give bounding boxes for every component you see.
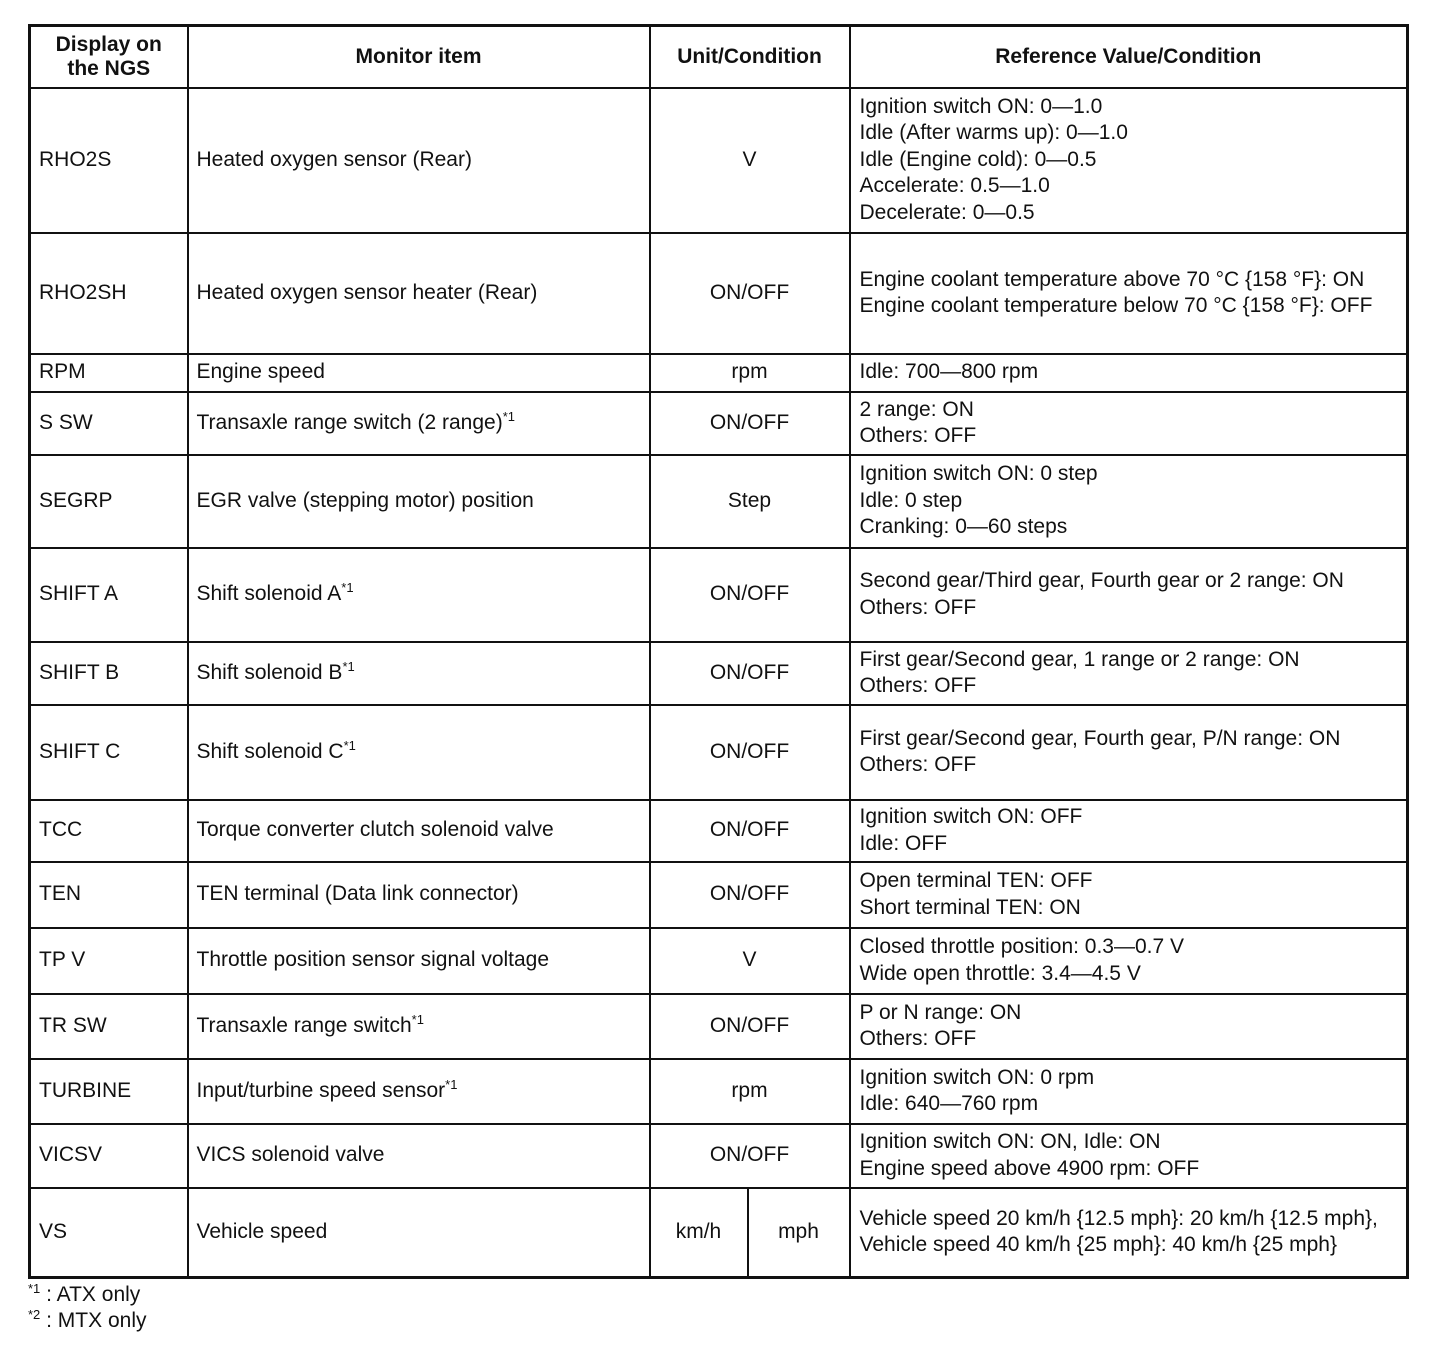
header-unit: Unit/Condition [650, 26, 850, 88]
reference-cell: Closed throttle position: 0.3—0.7 V Wide open throttle: 3.4—4.5 V [850, 928, 1408, 994]
footnote-mark: *1 [411, 1011, 424, 1027]
footnote-mark: *1 [502, 408, 515, 424]
reference-cell: 2 range: ON Others: OFF [850, 392, 1408, 455]
reference-cell: Ignition switch ON: 0 rpm Idle: 640—760 rpm [850, 1059, 1408, 1124]
footnote: $^{*1}$ : ATX only [28, 1281, 141, 1306]
unit-cell: ON/OFF [650, 233, 850, 354]
monitor-item-cell [188, 1059, 650, 1124]
table-row [30, 994, 1408, 1059]
monitor-item-text: Throttle position sensor signal voltage [196, 948, 550, 972]
unit-cell: ON/OFF [650, 862, 850, 928]
header-display: Display on the NGS [30, 26, 188, 88]
footnote-mark: *1 [341, 580, 354, 596]
unit-cell: rpm [650, 354, 850, 392]
reference-cell: Vehicle speed 20 km/h {12.5 mph}: 20 km/h {12.5 mph}, Vehicle speed 40 km/h {25 mph}: 40 km/h {25 mph} [850, 1188, 1408, 1278]
unit-cell: V [650, 928, 850, 994]
reference-cell: First gear/Second gear, 1 range or 2 range: ON Others: OFF [850, 642, 1408, 705]
header-reference: Reference Value/Condition [850, 26, 1408, 88]
monitor-item-text: Input/turbine speed sensor [196, 1078, 446, 1102]
unit-cell: ON/OFF [650, 392, 850, 455]
reference-cell: Open terminal TEN: OFF Short terminal TEN: ON [850, 862, 1408, 928]
table-row [30, 88, 1408, 233]
display-cell: TCC [30, 800, 188, 862]
monitor-item-cell [188, 862, 650, 928]
unit-cell: rpm [650, 1059, 850, 1124]
unit-cell: mph [748, 1188, 850, 1278]
display-cell: TP V [30, 928, 188, 994]
display-cell: VS [30, 1188, 188, 1278]
monitor-item-text: VICS solenoid valve [196, 1143, 385, 1167]
display-cell: TR SW [30, 994, 188, 1059]
reference-cell: Idle: 700—800 rpm [850, 354, 1408, 392]
monitor-item-text: Torque converter clutch solenoid valve [196, 818, 554, 842]
monitor-item-cell [188, 642, 650, 705]
display-cell: RHO2S [30, 88, 188, 233]
monitor-item-text: Shift solenoid C [196, 739, 344, 763]
monitor-item-text: Transaxle range switch [196, 1013, 412, 1037]
table-row [30, 233, 1408, 354]
footnote-mark: *1 [342, 658, 355, 674]
unit-cell: km/h [650, 1188, 748, 1278]
unit-cell: ON/OFF [650, 1124, 850, 1188]
monitor-item-cell [188, 705, 650, 800]
reference-cell: Second gear/Third gear, Fourth gear or 2 range: ON Others: OFF [850, 548, 1408, 642]
monitor-item-cell [188, 233, 650, 354]
footnotes [28, 1282, 147, 1334]
monitor-item-text: Vehicle speed [196, 1220, 328, 1243]
table-row [30, 928, 1408, 994]
monitor-item-text: Shift solenoid A [196, 582, 342, 606]
monitor-item-text: Engine speed [196, 360, 325, 384]
display-cell: RPM [30, 354, 188, 392]
table-row [30, 800, 1408, 862]
table-row [30, 705, 1408, 800]
table-row [30, 862, 1408, 928]
monitor-item-table [28, 24, 1409, 1279]
monitor-item-text: Shift solenoid B [196, 660, 343, 684]
monitor-item-cell [188, 1124, 650, 1188]
table-row [30, 548, 1408, 642]
monitor-item-cell [188, 548, 650, 642]
monitor-item-cell [188, 88, 650, 233]
monitor-item-text: Heated oxygen sensor (Rear) [196, 147, 472, 171]
monitor-item-cell [188, 455, 650, 548]
table-row [30, 1188, 1408, 1278]
display-cell: SHIFT C [30, 705, 188, 800]
unit-cell: ON/OFF [650, 642, 850, 705]
display-cell: SHIFT B [30, 642, 188, 705]
unit-cell: ON/OFF [650, 800, 850, 862]
table-row [30, 1124, 1408, 1188]
unit-cell: ON/OFF [650, 705, 850, 800]
unit-cell: V [650, 88, 850, 233]
display-cell: SEGRP [30, 455, 188, 548]
display-cell: S SW [30, 392, 188, 455]
reference-cell: Engine coolant temperature above 70 °C {158 °F}: ON Engine coolant temperature below 70 °C {158 °F}: OFF [850, 233, 1408, 354]
display-cell: RHO2SH [30, 233, 188, 354]
display-cell: TEN [30, 862, 188, 928]
reference-cell: Ignition switch ON: OFF Idle: OFF [850, 800, 1408, 862]
monitor-item-text: EGR valve (stepping motor) position [196, 488, 534, 512]
reference-cell: P or N range: ON Others: OFF [850, 994, 1408, 1059]
reference-cell: Ignition switch ON: 0 step Idle: 0 step Cranking: 0—60 steps [850, 455, 1408, 548]
monitor-item-cell [188, 928, 650, 994]
display-cell: SHIFT A [30, 548, 188, 642]
header-monitor-item: Monitor item [188, 26, 650, 88]
monitor-item-cell [188, 800, 650, 862]
unit-cell: ON/OFF [650, 994, 850, 1059]
reference-cell: Ignition switch ON: ON, Idle: ON Engine speed above 4900 rpm: OFF [850, 1124, 1408, 1188]
display-cell: TURBINE [30, 1059, 188, 1124]
table-row [30, 354, 1408, 392]
unit-cell: Step [650, 455, 850, 548]
monitor-item-text: Transaxle range switch (2 range) [196, 410, 503, 434]
monitor-item-cell [188, 392, 650, 455]
monitor-item-cell [188, 994, 650, 1059]
footnote-mark: *1 [445, 1076, 458, 1092]
footnote-mark: *1 [343, 737, 356, 753]
reference-cell: First gear/Second gear, Fourth gear, P/N range: ON Others: OFF [850, 705, 1408, 800]
footnote: $^{*2}$ : MTX only [28, 1307, 147, 1332]
monitor-item-text: Heated oxygen sensor heater (Rear) [196, 280, 538, 304]
unit-cell: ON/OFF [650, 548, 850, 642]
monitor-item-text: TEN terminal (Data link connector) [196, 882, 519, 906]
reference-cell: Ignition switch ON: 0—1.0 Idle (After warms up): 0—1.0 Idle (Engine cold): 0—0.5 Accelerate: 0.5—1.0 Decelerate: 0—0.5 [850, 88, 1408, 233]
table-row [30, 642, 1408, 705]
monitor-item-cell [188, 1188, 650, 1278]
header-row [30, 26, 1408, 88]
monitor-item-cell [188, 354, 650, 392]
table-row [30, 392, 1408, 455]
table-row [30, 1059, 1408, 1124]
display-cell: VICSV [30, 1124, 188, 1188]
table-row [30, 455, 1408, 548]
